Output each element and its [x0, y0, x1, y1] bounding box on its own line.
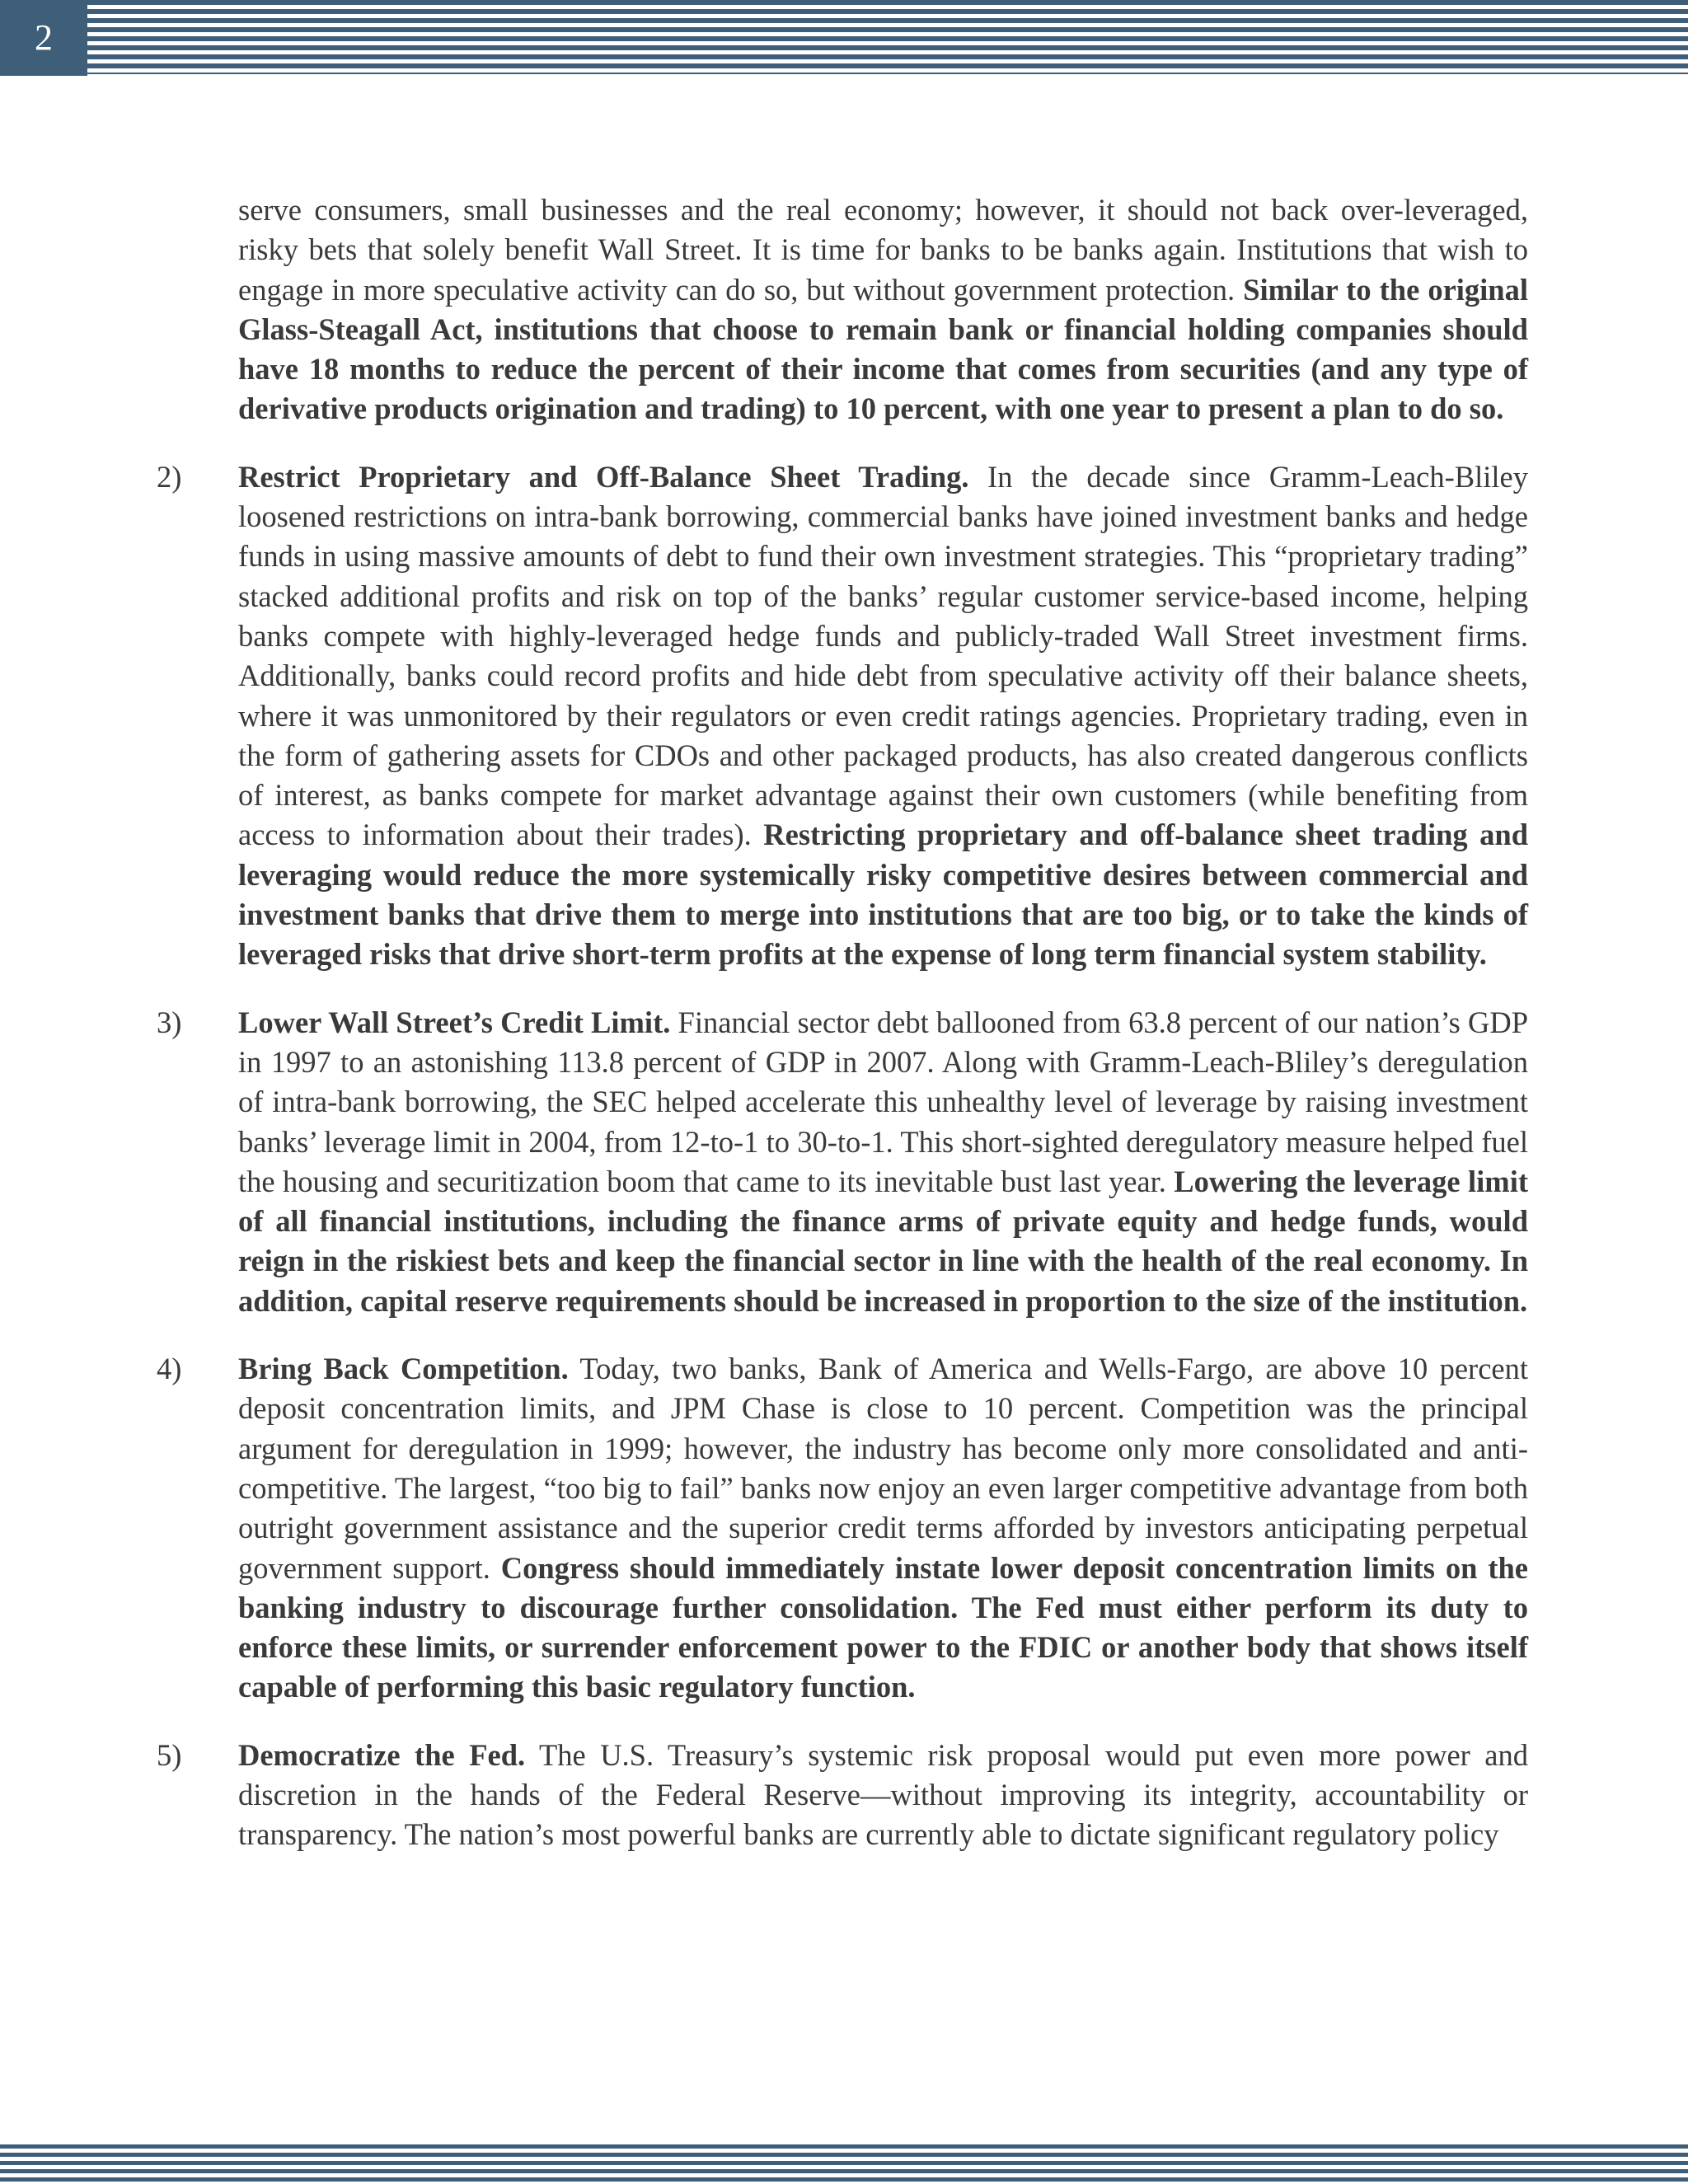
item-number: 3)	[157, 1005, 182, 1039]
item-recommendation: Restricting proprietary and off-balance sheet trading and leveraging would reduce the more systemically risky competitive desires between commercial and investment banks that drive them to merge into institutions that are too big, or to take the kinds of leveraged risks that drive short-term profits at the expense of long term financial system stability.	[238, 818, 1528, 972]
header-stripes	[87, 0, 1688, 74]
paragraph-continuation	[157, 190, 1528, 429]
page-number: 2	[0, 0, 87, 76]
item-text: serve consumers, small businesses and the real economy; however, it should not back over-leveraged, risky bets that solely benefit Wall Street. It is time for banks to be banks again. Institutions that wish to engage in more speculative activity can do so, but without government protection.	[238, 193, 1528, 307]
item-text: Today, two banks, Bank of America and Wells-Fargo, are above 10 percent deposit concentration limits, and JPM Chase is close to 10 percent. Competition was the principal argument for deregulation in 1999; however, the industry has become only more consolidated and anti-competitive. The largest, “too big to fail” banks now enjoy an even larger competitive advantage from both outright government assistance and the superior credit terms afforded by investors anticipating perpetual government support.	[238, 1352, 1528, 1585]
item-recommendation: Congress should immediately instate lower deposit concentration limits on the banking industry to discourage further consolidation. The Fed must either perform its duty to enforce these limits, or surrender enforcement power to the FDIC or another body that shows itself capable of performing this basic regulatory function.	[238, 1550, 1528, 1704]
item-heading: Bring Back Competition.	[238, 1352, 569, 1386]
item-number: 5)	[157, 1737, 182, 1772]
list-item-5	[157, 1736, 1528, 1855]
list-item-3	[157, 1003, 1528, 1321]
item-text: Financial sector debt ballooned from 63.8 percent of our nation’s GDP in 1997 to an astonishing 113.8 percent of GDP in 2007. Along with Gramm-Leach-Bliley’s deregulation of intra-bank borrowing, the SEC helped accelerate this unhealthy level of leverage by raising investment banks’ leverage limit in 2004, from 12-to-1 to 30-to-1. This short-sighted deregulatory measure helped fuel the housing and securitization boom that came to its inevitable bust last year.	[238, 1005, 1528, 1198]
footer-stripes	[0, 2144, 1688, 2184]
list-item-4	[157, 1349, 1528, 1708]
item-number: 2)	[157, 459, 182, 494]
item-number: 4)	[157, 1352, 182, 1386]
list-item-2	[157, 457, 1528, 975]
item-heading: Restrict Proprietary and Off-Balance Sheet Trading.	[238, 459, 969, 494]
item-recommendation: Similar to the original Glass-Steagall Act, institutions that choose to remain bank or financial holding companies should have 18 months to reduce the percent of their income that comes from securities (and any type of derivative products origination and trading) to 10 percent, with one year to present a plan to do so.	[238, 272, 1528, 426]
document-body	[157, 190, 1528, 1883]
item-text: The U.S. Treasury’s systemic risk proposal would put even more power and discretion in the hands of the Federal Reserve—without improving its integrity, accountability or transparency. The nation’s most powerful banks are currently able to dictate significant regulatory policy	[238, 1737, 1528, 1852]
item-heading: Lower Wall Street’s Credit Limit.	[238, 1005, 671, 1039]
item-text: In the decade since Gramm-Leach-Bliley loosened restrictions on intra-bank borrowing, commercial banks have joined investment banks and hedge funds in using massive amounts of debt to fund their own investment strategies. This “proprietary trading” stacked additional profits and risk on top of the banks’ regular customer service-based income, helping banks compete with highly-leveraged hedge funds and publicly-traded Wall Street investment firms. Additionally, banks could record profits and hide debt from speculative activity off their balance sheets, where it was unmonitored by their regulators or even credit ratings agencies. Proprietary trading, even in the form of gathering assets for CDOs and other packaged products, has also created dangerous conflicts of interest, as banks compete for market advantage against their own customers (while benefiting from access to information about their trades).	[238, 459, 1528, 852]
item-heading: Democratize the Fed.	[238, 1737, 526, 1772]
item-recommendation: Lowering the leverage limit of all financial institutions, including the finance arms of private equity and hedge funds, would reign in the riskiest bets and keep the financial sector in line with the health of the real economy. In addition, capital reserve requirements should be increased in proportion to the size of the institution.	[238, 1164, 1528, 1318]
